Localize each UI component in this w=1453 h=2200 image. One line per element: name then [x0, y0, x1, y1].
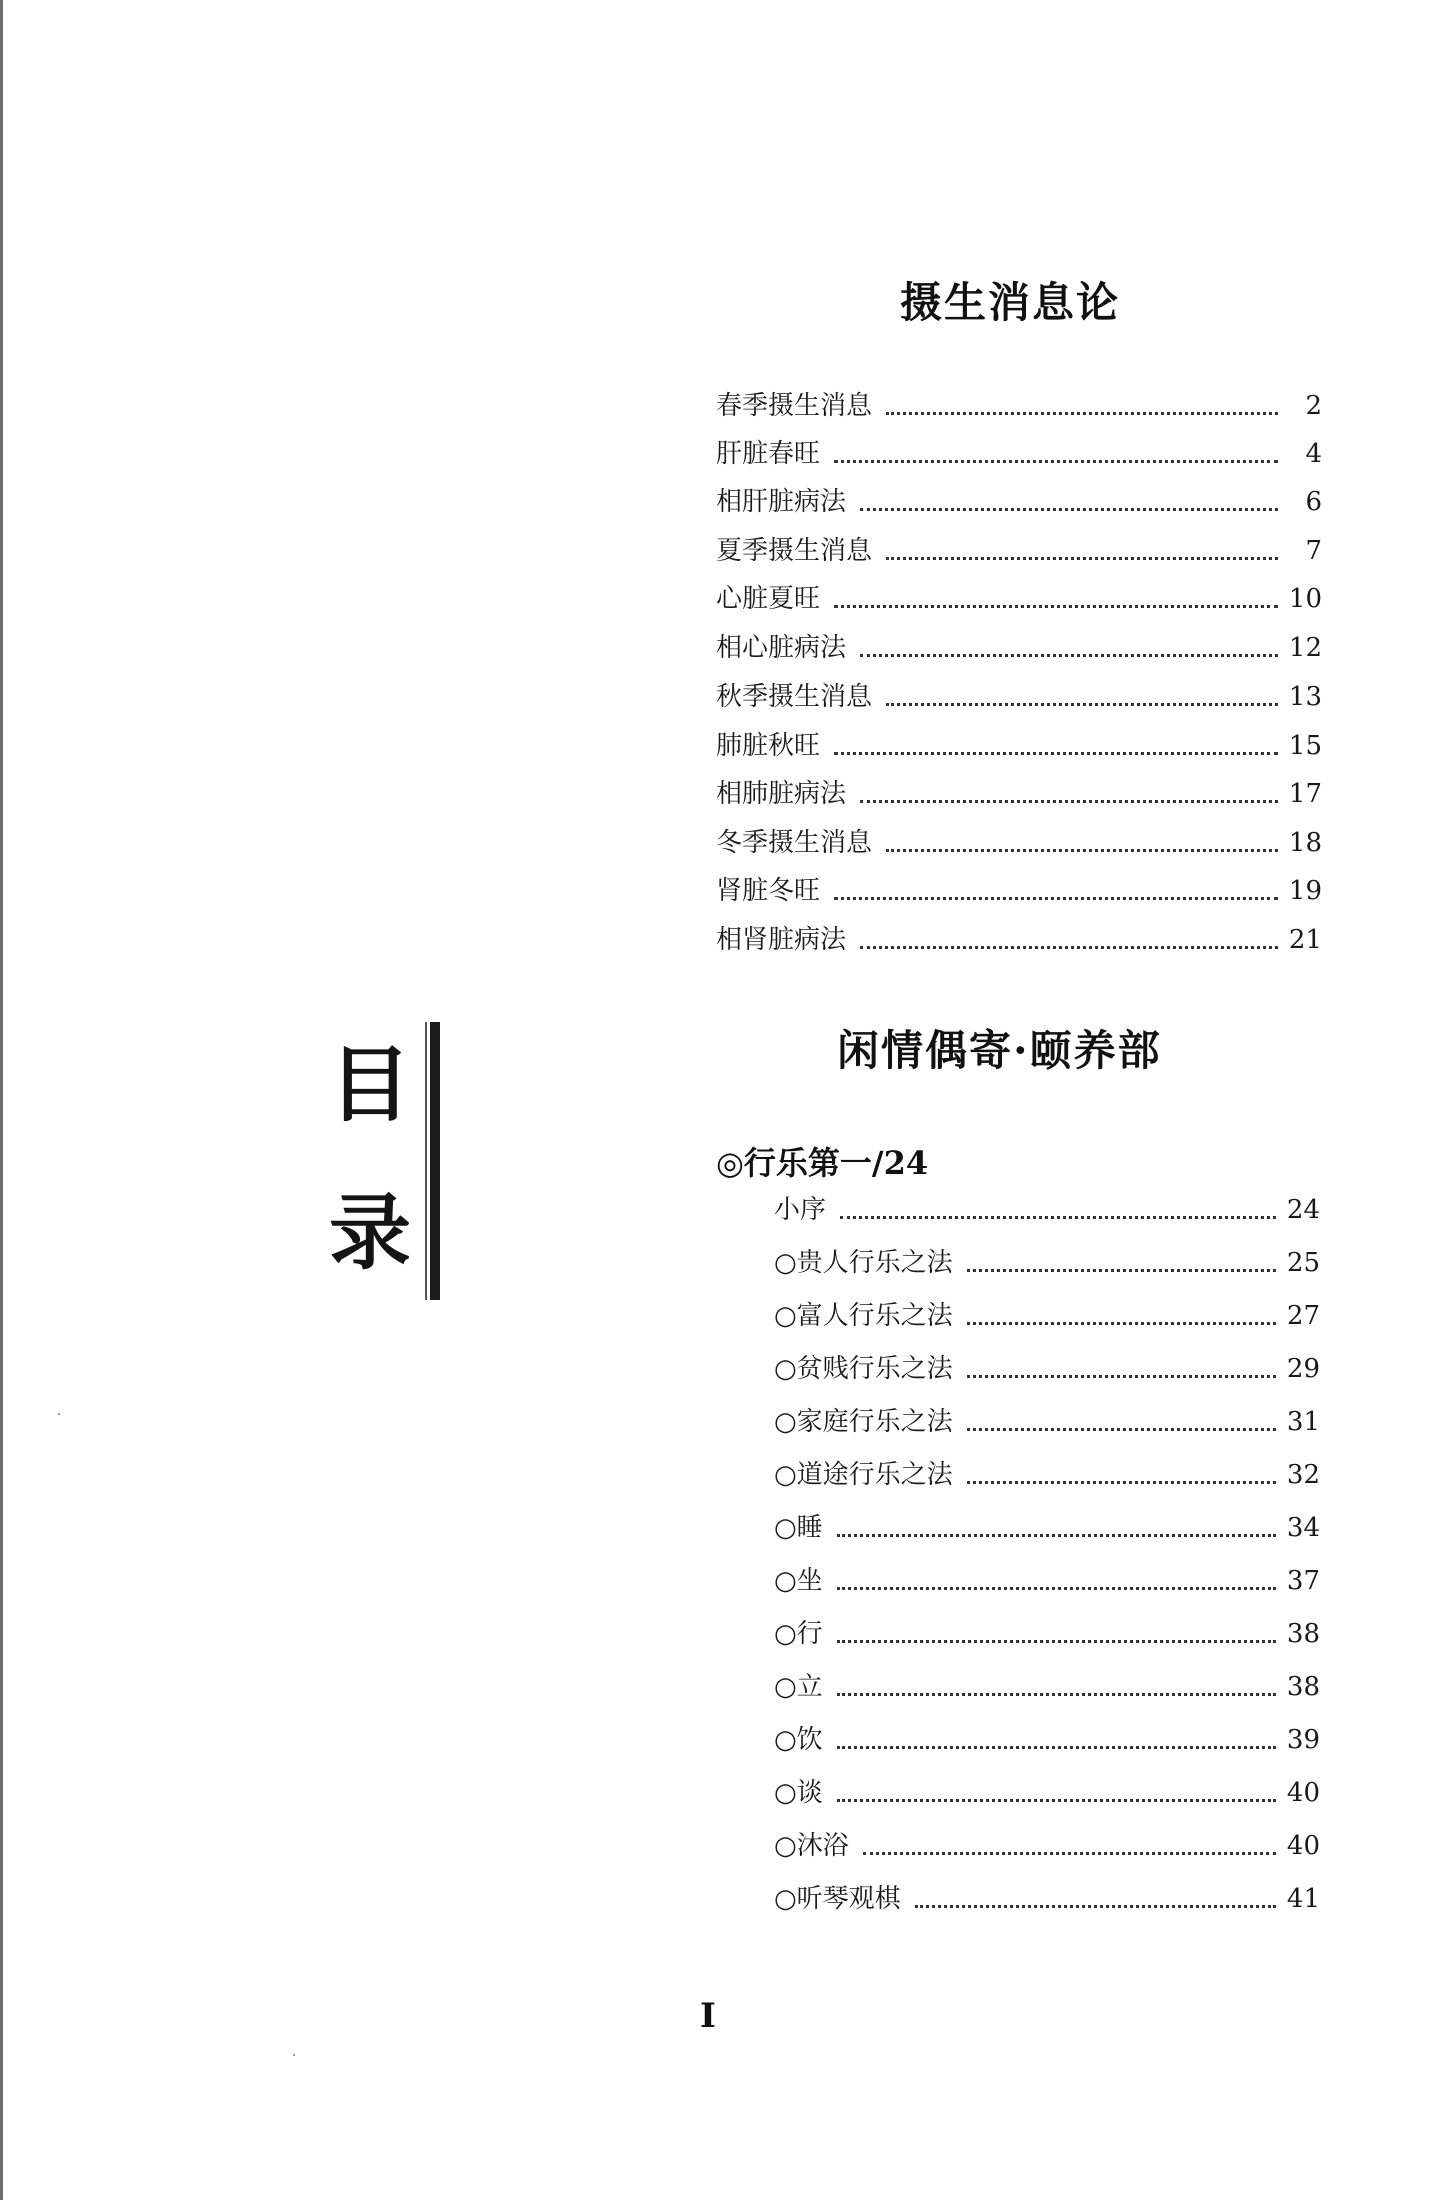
toc-entry-page: 17 — [1288, 779, 1322, 809]
toc-entry-page: 19 — [1288, 876, 1322, 906]
dot-leader — [834, 897, 1278, 900]
toc-entry-page: 27 — [1286, 1301, 1320, 1331]
dot-leader — [915, 1905, 1276, 1908]
dot-leader — [860, 800, 1278, 803]
toc-entry[interactable] — [774, 1193, 1320, 1227]
page-number: I — [700, 1996, 716, 2036]
toc-entry-page: 7 — [1305, 536, 1322, 566]
heading-rule-thin — [425, 1022, 427, 1300]
dot-leader — [834, 752, 1278, 755]
toc-entry-label: 肝脏春旺 — [716, 439, 821, 469]
dot-leader — [967, 1481, 1276, 1484]
toc-entry-label: ○谈 — [774, 1778, 823, 1808]
toc-entry-label: 相肺脏病法 — [716, 779, 847, 809]
dot-leader — [860, 946, 1278, 949]
dot-leader — [886, 849, 1278, 852]
dot-leader — [860, 654, 1278, 657]
section-title-1: 摄生消息论 — [900, 278, 1121, 327]
toc-entry[interactable] — [774, 1458, 1320, 1492]
toc-entry[interactable] — [716, 680, 1322, 714]
toc-entry-page: 18 — [1288, 828, 1322, 858]
toc-entry[interactable] — [716, 923, 1322, 957]
dot-leader — [840, 1216, 1276, 1219]
dot-leader — [886, 412, 1278, 415]
toc-entry-page: 15 — [1288, 731, 1322, 761]
dot-leader — [834, 460, 1278, 463]
dot-leader — [837, 1746, 1276, 1749]
contents-heading-char-2: 录 — [328, 1185, 411, 1281]
toc-entry[interactable] — [774, 1299, 1320, 1333]
page-left-edge — [0, 0, 3, 2200]
toc-entry-label: 肺脏秋旺 — [716, 731, 821, 761]
toc-entry[interactable] — [774, 1723, 1320, 1757]
toc-entry-page: 40 — [1286, 1831, 1320, 1861]
toc-entry-label: ○道途行乐之法 — [774, 1460, 953, 1490]
toc-entry-page: 24 — [1286, 1195, 1320, 1225]
toc-entry-label: 肾脏冬旺 — [716, 876, 821, 906]
toc-entry-label: ○听琴观棋 — [774, 1884, 901, 1914]
toc-entry-page: 13 — [1288, 682, 1322, 712]
toc-entry-page: 21 — [1288, 925, 1322, 955]
toc-entry[interactable] — [716, 389, 1322, 423]
toc-entry-label: 春季摄生消息 — [716, 391, 873, 421]
toc-entry-label: ○坐 — [774, 1566, 823, 1596]
toc-entry-label: 秋季摄生消息 — [716, 682, 873, 712]
dot-leader — [837, 1587, 1276, 1590]
toc-entry-page: 12 — [1288, 633, 1322, 663]
dot-leader — [967, 1322, 1276, 1325]
dot-leader — [886, 557, 1278, 560]
dot-leader — [834, 605, 1278, 608]
toc-entry[interactable] — [716, 534, 1322, 568]
dot-leader — [837, 1534, 1276, 1537]
toc-entry-page: 38 — [1286, 1619, 1320, 1649]
toc-entry-page: 4 — [1305, 439, 1322, 469]
toc-entry[interactable] — [774, 1670, 1320, 1704]
toc-entry-label: ○贫贱行乐之法 — [774, 1354, 953, 1384]
toc-entry[interactable] — [716, 582, 1322, 616]
toc-entry[interactable] — [774, 1511, 1320, 1545]
toc-entry[interactable] — [774, 1564, 1320, 1598]
heading-rule — [430, 1022, 440, 1300]
toc-entry-label: ○行 — [774, 1619, 823, 1649]
dot-leader — [967, 1428, 1276, 1431]
toc-entry-page: 34 — [1286, 1513, 1320, 1543]
toc-entry[interactable] — [774, 1829, 1320, 1863]
toc-entry[interactable] — [716, 874, 1322, 908]
scan-speck — [293, 2054, 295, 2056]
dot-leader — [860, 508, 1278, 511]
toc-entry[interactable] — [774, 1617, 1320, 1651]
dot-leader — [837, 1640, 1276, 1643]
toc-entry-label: 夏季摄生消息 — [716, 536, 873, 566]
section-title-2: 闲情偶寄·颐养部 — [837, 1026, 1162, 1075]
toc-entry-label: ○沐浴 — [774, 1831, 849, 1861]
toc-entry-page: 38 — [1286, 1672, 1320, 1702]
toc-entry[interactable] — [774, 1352, 1320, 1386]
toc-entry-label: ○贵人行乐之法 — [774, 1248, 953, 1278]
dot-leader — [837, 1799, 1276, 1802]
toc-entry-label: ○饮 — [774, 1725, 823, 1755]
toc-entry[interactable] — [774, 1405, 1320, 1439]
toc-entry-page: 6 — [1305, 487, 1322, 517]
toc-entry-label: ○睡 — [774, 1513, 823, 1543]
toc-entry-label: 小序 — [774, 1195, 827, 1225]
toc-entry-page: 25 — [1286, 1248, 1320, 1278]
toc-entry-label: ○立 — [774, 1672, 823, 1702]
toc-entry[interactable] — [774, 1882, 1320, 1916]
toc-entry[interactable] — [774, 1776, 1320, 1810]
toc-entry[interactable] — [716, 826, 1322, 860]
dot-leader — [863, 1852, 1276, 1855]
dot-leader — [967, 1269, 1276, 1272]
toc-entry-page: 31 — [1286, 1407, 1320, 1437]
dot-leader — [967, 1375, 1276, 1378]
toc-entry-page: 41 — [1286, 1884, 1320, 1914]
section-2-subheading[interactable]: ◎行乐第一/24 — [716, 1144, 929, 1182]
scan-speck — [58, 1413, 60, 1415]
contents-vertical-heading — [325, 1037, 445, 1300]
toc-entry[interactable] — [716, 437, 1322, 471]
toc-entry-label: ○富人行乐之法 — [774, 1301, 953, 1331]
contents-heading-char-1: 目 — [328, 1037, 411, 1133]
toc-entry-label: 相心脏病法 — [716, 633, 847, 663]
toc-entry-page: 29 — [1286, 1354, 1320, 1384]
toc-entry-label: ○家庭行乐之法 — [774, 1407, 953, 1437]
dot-leader — [886, 703, 1278, 706]
toc-entry-page: 37 — [1286, 1566, 1320, 1596]
toc-entry[interactable] — [716, 729, 1322, 763]
toc-entry-page: 40 — [1286, 1778, 1320, 1808]
toc-entry-page: 2 — [1305, 391, 1322, 421]
toc-entry[interactable] — [716, 485, 1322, 519]
toc-entry-page: 32 — [1286, 1460, 1320, 1490]
toc-entry-page: 39 — [1286, 1725, 1320, 1755]
toc-entry-label: 冬季摄生消息 — [716, 828, 873, 858]
toc-entry[interactable] — [716, 777, 1322, 811]
toc-entry[interactable] — [716, 631, 1322, 665]
dot-leader — [837, 1693, 1276, 1696]
toc-entry-label: 相肾脏病法 — [716, 925, 847, 955]
toc-entry-page: 10 — [1288, 584, 1322, 614]
toc-entry-label: 相肝脏病法 — [716, 487, 847, 517]
toc-entry-label: 心脏夏旺 — [716, 584, 821, 614]
toc-entry[interactable] — [774, 1246, 1320, 1280]
